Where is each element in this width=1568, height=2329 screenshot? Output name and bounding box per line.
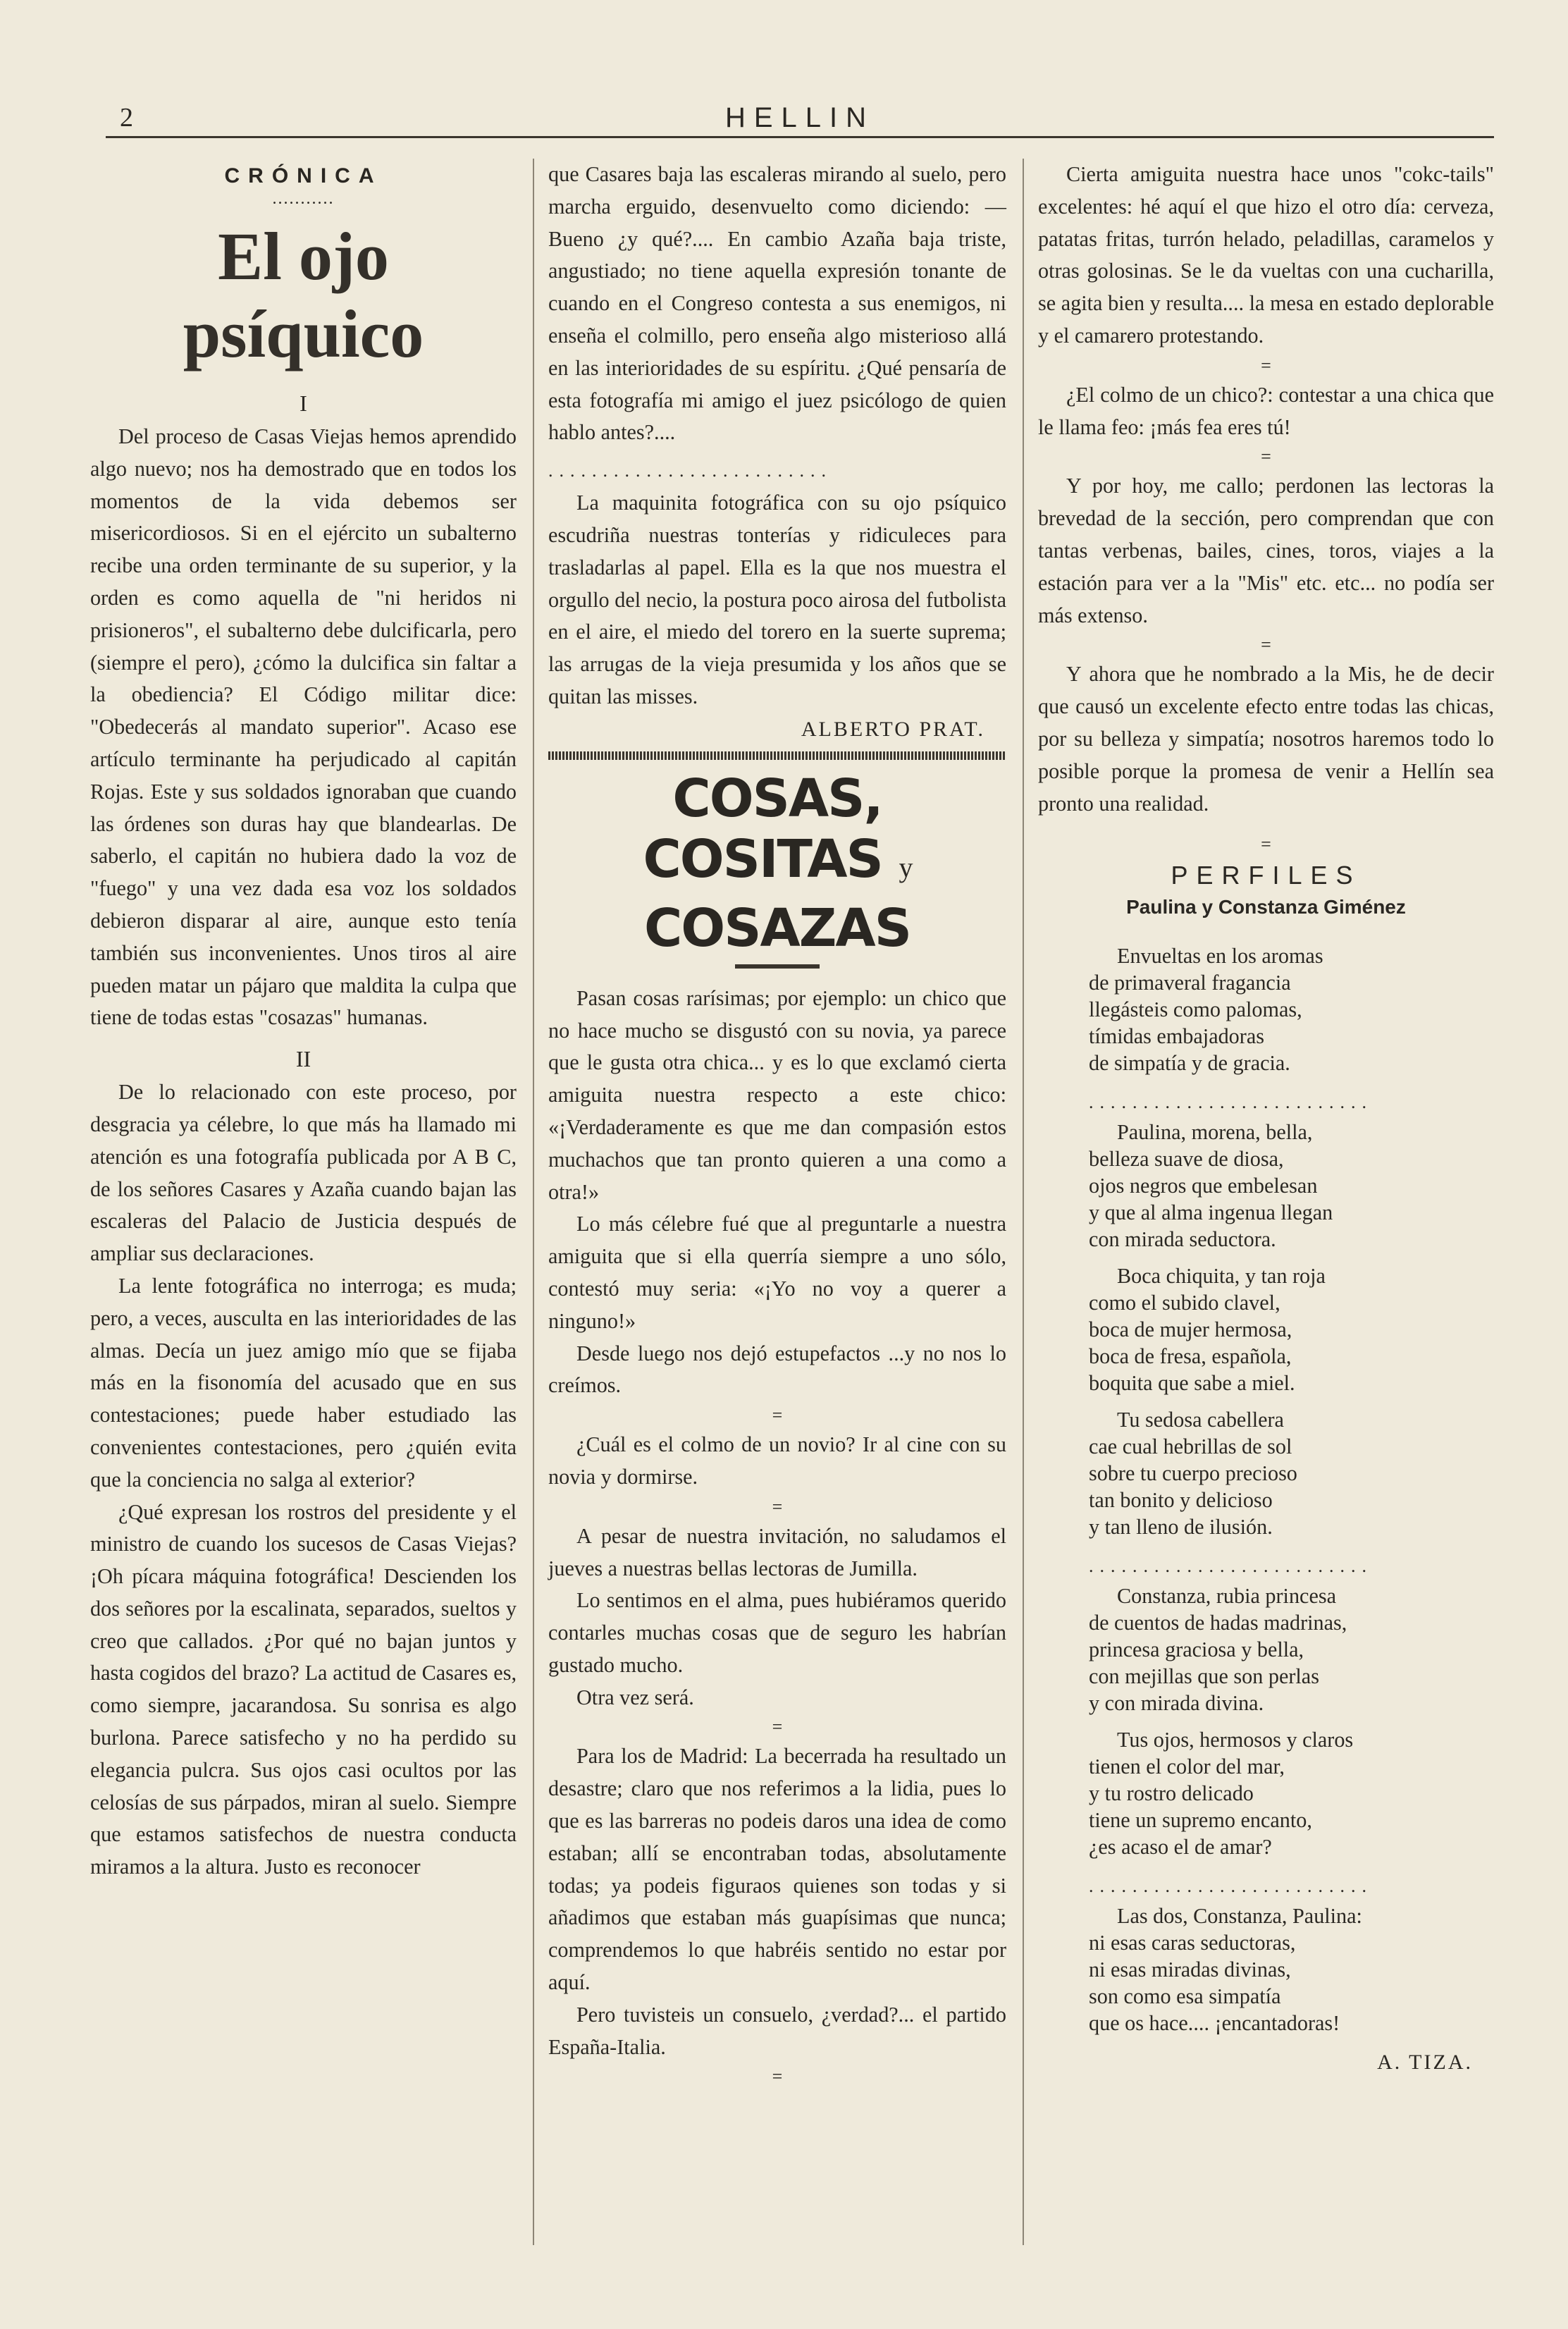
poem-line: de cuentos de hadas madrinas,: [1089, 1611, 1347, 1635]
item-paragraph: ¿El colmo de un chico?: contestar a una chica que le llama feo: ¡más fea eres tú!: [1038, 382, 1494, 439]
section-title-part: y: [899, 851, 912, 883]
column-1: [90, 159, 517, 1884]
poem-line: como el subido clavel,: [1089, 1291, 1280, 1315]
poem-line: tan bonito y delicioso: [1089, 1488, 1273, 1513]
poem-line: Las dos, Constanza, Paulina:: [1117, 1904, 1362, 1929]
poem-line: cae cual hebrillas de sol: [1089, 1434, 1292, 1459]
section-number: II: [295, 1046, 311, 1072]
poem-signature: A. TIZA.: [1377, 2051, 1473, 2075]
article-paragraph: Del proceso de Casas Viejas hemos aprendido algo nuevo; nos ha demostrado que en todos los momentos de la vida debemos ser misericordiosos. Si en el ejército un subalterno recibe una orden terminante de su superior, y la orden es como aquella de "ni heridos ni prisioneros", el subalterno debe dulcificarla, pero (siempre el pero), ¿cómo la dulcifica sin faltar a la obediencia? El Código militar dice: "Obedecerás al mandato superior". Acaso ese artículo terminante ha perjudicado al capitán Rojas. Este y sus soldados ignoraban que cuando las órdenes son duras hay que blandearlas. De saberlo, el capitán no hubiera dado la voz de "fuego" y una vez dada esa voz los soldados debieron disparar al aire, aunque esto tenía también sus inconvenientes. Unos tiros al aire pueden matar un pájaro que maldita la culpa que tiene de todas estas "cosazas" humanas.: [90, 424, 517, 1030]
poem-line: ¿es acaso el de amar?: [1089, 1835, 1272, 1860]
title-ornament: [735, 964, 820, 969]
item-separator: =: [1261, 834, 1271, 855]
section-number: I: [300, 391, 307, 416]
section-title-part: COSAS, COSITAS: [643, 768, 882, 890]
poem-line: Paulina, morena, bella,: [1117, 1120, 1313, 1145]
poem-line: y con mirada divina.: [1089, 1691, 1264, 1716]
section-title-part: COSAZAS: [643, 897, 910, 959]
poem-line: ojos negros que embelesan: [1089, 1174, 1318, 1198]
article-title: El ojo psíquico: [183, 219, 424, 371]
column-divider: [1023, 159, 1024, 2245]
poem-line: sobre tu cuerpo precioso: [1089, 1461, 1297, 1486]
item-separator: =: [772, 2066, 783, 2087]
poem-stanza: [1089, 1583, 1494, 1716]
poem-line: de primaveral fragancia: [1089, 971, 1291, 995]
column-divider: [533, 159, 534, 2245]
poem-line: con mirada seductora.: [1089, 1227, 1276, 1252]
poem-line: tiene un supremo encanto,: [1089, 1808, 1312, 1833]
dotted-separator: ..........................: [548, 460, 832, 481]
item-separator: =: [772, 1405, 783, 1426]
poem-line: belleza suave de diosa,: [1089, 1147, 1284, 1172]
section-kicker: CRÓNICA: [224, 164, 383, 188]
article-signature: ALBERTO PRAT.: [801, 717, 985, 741]
item-separator: =: [772, 1716, 783, 1738]
item-paragraph: Desde luego nos dejó estupefactos ...y no nos lo creímos.: [548, 1341, 1006, 1398]
item-separator: =: [1261, 634, 1271, 656]
item-paragraph: Y ahora que he nombrado a la Mis, he de decir que causó un excelente efecto entre todas las chicas, por su belleza y simpatía; nosotros haremos todo lo posible porque la promesa de venir a Hellín sea pronto una realidad.: [1038, 662, 1494, 816]
article-paragraph: La lente fotográfica no interroga; es muda; pero, a veces, ausculta en las interioridades de las almas. Decía un juez amigo mío que se fijaba más en la fisonomía del acusado que en sus contestaciones; puede haber estudiado las convenientes contestaciones, pero ¿quién evita que la conciencia no salga al exterior?: [90, 1273, 517, 1492]
poem-subtitle: Paulina y Constanza Giménez: [1126, 896, 1406, 918]
column-2: [548, 159, 1006, 2090]
dotted-separator: ..........................: [1089, 1556, 1373, 1577]
item-paragraph: Lo más célebre fué que al preguntarle a nuestra amiguita que si ella querría siempre a uno sólo, contestó muy seria: «¡Yo no voy a querer a ninguno!»: [548, 1212, 1006, 1333]
item-paragraph: Lo sentimos en el alma, pues hubiéramos querido contarles muchas cosas que de seguro les habrían gustado mucho.: [548, 1588, 1006, 1677]
item-paragraph: Para los de Madrid: La becerrada ha resultado un desastre; claro que nos referimos a la lidia, pues lo que es las barreras no podeis daros una idea de como estaban; allí se encontraban todas, absolutamente todas; ya podeis figuraos quienes son todas y si añadimos que estaban más guapísimas que nunca; comprendemos lo que habréis sentido no estar por aquí.: [548, 1744, 1006, 1995]
poem-line: llegásteis como palomas,: [1089, 997, 1302, 1022]
poem-line: de simpatía y de gracia.: [1089, 1051, 1290, 1076]
column-3: [1038, 159, 1494, 2079]
poem-line: boca de mujer hermosa,: [1089, 1317, 1292, 1342]
poem-line: y tan lleno de ilusión.: [1089, 1515, 1273, 1540]
poem-stanza: [1089, 942, 1494, 1076]
poem-line: con mejillas que son perlas: [1089, 1664, 1319, 1689]
item-separator: =: [1261, 446, 1271, 467]
article-paragraph: que Casares baja las escaleras mirando al suelo, pero marcha erguido, desenvuelto como diciendo: —Bueno ¿y qué?.... En cambio Azaña baja triste, angustiado; no tiene aquella expresión tonante de cuando en el Congreso contesta a sus enemigos, ni enseña el colmillo, pero enseña algo misterioso allá en las interioridades de su espíritu. ¿Qué pensaría de esta fotografía mi amigo el juez psicólogo de quien hablo antes?....: [548, 162, 1006, 445]
dotted-separator: ..........................: [1089, 1092, 1373, 1113]
kicker-ornament: ...........: [272, 190, 335, 208]
poem-line: ni esas caras seductoras,: [1089, 1931, 1296, 1955]
poem-line: Boca chiquita, y tan roja: [1117, 1264, 1326, 1289]
poem-line: tienen el color del mar,: [1089, 1755, 1285, 1779]
running-head: HELLIN: [724, 102, 875, 133]
article-paragraph: De lo relacionado con este proceso, por desgracia ya célebre, lo que más ha llamado mi atención es una fotografía publicada por A B C, de los señores Casares y Azaña cuando bajan las escaleras del Palacio de Justicia después de ampliar sus declaraciones.: [90, 1080, 517, 1266]
dotted-separator: ..........................: [1089, 1876, 1373, 1897]
item-paragraph: Y por hoy, me callo; perdonen las lectoras la brevedad de la sección, pero comprendan que con tantas verbenas, bailes, cines, toros, viajes a la estación para ver a la "Mis" etc. etc... no podía ser más extenso.: [1038, 474, 1494, 627]
poem-line: boquita que sabe a miel.: [1089, 1371, 1295, 1396]
article-paragraph: La maquinita fotográfica con su ojo psíquico escudriña nuestras tonterías y ridiculeces para trasladarlas al papel. Ella es la que nos muestra el orgullo del necio, la postura poco airosa del futbolista en el aire, el miedo del torero en la suerte suprema; las arrugas de la vieja presumida y los años que se quitan las misses.: [548, 491, 1006, 708]
poem-stanza: [1089, 1262, 1494, 1396]
poem-line: Tu sedosa cabellera: [1117, 1408, 1284, 1432]
section-title: [548, 768, 1006, 959]
poem-line: que os hace.... ¡encantadoras!: [1089, 2011, 1340, 2036]
poem-section-title: PERFILES: [1171, 861, 1362, 890]
poem-stanza: [1089, 1406, 1494, 1540]
item-paragraph: A pesar de nuestra invitación, no saludamos el jueves a nuestras bellas lectoras de Jumilla.: [548, 1523, 1006, 1580]
item-paragraph: Pero tuvisteis un consuelo, ¿verdad?... el partido España-Italia.: [548, 2002, 1006, 2059]
poem-line: son como esa simpatía: [1089, 1984, 1281, 2009]
item-paragraph: Pasan cosas rarísimas; por ejemplo: un chico que no hace mucho se disgustó con su novia, ya parece que le gusta otra chica... y es lo que exclamó cierta amiguita nuestra respecto a este chico: «¡Verdaderamente es que me dan compasión estos muchachos que tan pronto quieren a una como a otra!»: [548, 985, 1006, 1204]
poem-line: boca de fresa, española,: [1089, 1344, 1292, 1369]
page-header: [106, 102, 1494, 138]
poem-line: tímidas embajadoras: [1089, 1024, 1264, 1049]
page-number: 2: [120, 103, 133, 133]
section-band: [548, 751, 1006, 760]
item-paragraph: Otra vez será.: [576, 1685, 694, 1709]
article-paragraph: ¿Qué expresan los rostros del presidente y el ministro de cuando los sucesos de Casas Viejas? ¡Oh pícara máquina fotográfica! Descienden los dos señores por la escalinata, separados, sueltos y creo que callados. ¿Por qué no bajan juntos y hasta cogidos del brazo? La actitud de Casares es, como siempre, jacarandosa. Su sonrisa es algo burlona. Parece satisfecho y no ha perdido su elegancia pulcra. Sus ojos casi ocultos por las celosías de sus párpados, miran al suelo. Siempre que estamos satisfechos de nuestra conducta miramos a la altura. Justo es reconocer: [90, 1499, 517, 1879]
poem-stanza: [1089, 1119, 1494, 1253]
item-separator: =: [1261, 355, 1271, 376]
poem-line: ni esas miradas divinas,: [1089, 1958, 1291, 1982]
poem-line: Tus ojos, hermosos y claros: [1117, 1728, 1354, 1752]
poem-stanza: [1089, 1903, 1494, 2036]
poem-line: y tu rostro delicado: [1089, 1781, 1254, 1806]
item-paragraph: ¿Cuál es el colmo de un novio? Ir al cine con su novia y dormirse.: [548, 1432, 1006, 1489]
poem-line: princesa graciosa y bella,: [1089, 1637, 1304, 1662]
item-paragraph: Cierta amiguita nuestra hace unos "cokc-tails" excelentes: hé aquí el que hizo el otro día: cerveza, patatas fritas, turrón helado, peladillas, caramelos y otras golosinas. Se le da vueltas con una cucharilla, se agita bien y resulta.... la mesa en estado deplorable y el camarero protestando.: [1038, 162, 1494, 348]
poem-line: Envueltas en los aromas: [1117, 944, 1323, 969]
poem-stanza: [1089, 1726, 1494, 1860]
poem-line: Constanza, rubia princesa: [1117, 1584, 1336, 1609]
item-separator: =: [772, 1496, 783, 1517]
poem-line: y que al alma ingenua llegan: [1089, 1200, 1333, 1225]
